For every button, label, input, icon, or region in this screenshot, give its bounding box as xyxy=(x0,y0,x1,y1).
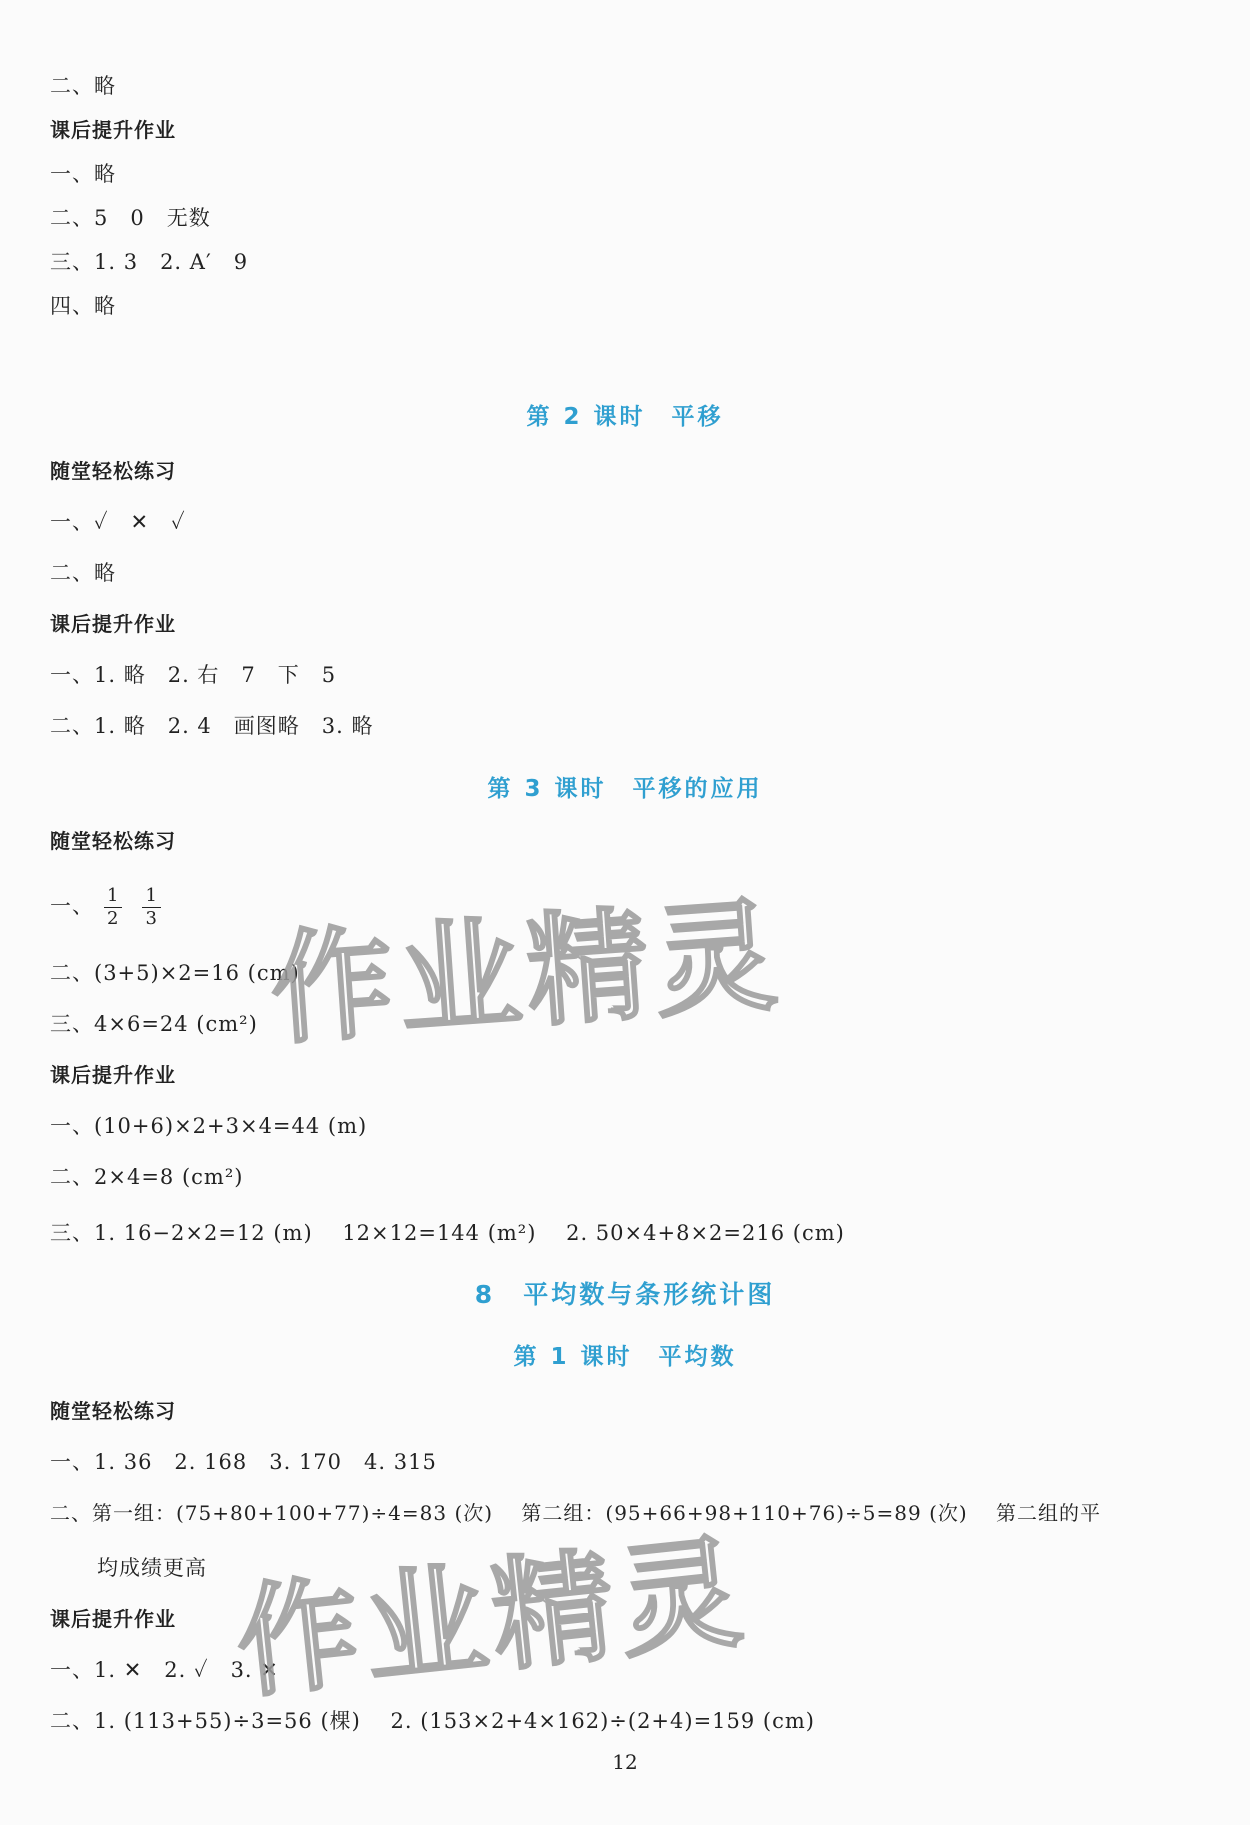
answer-line: 二、(3+5)×2=16 (cm) xyxy=(50,961,300,985)
answer-line: 一、1. 36 2. 168 3. 170 4. 315 xyxy=(50,1450,437,1474)
answer-line: 二、1. 略 2. 4 画图略 3. 略 xyxy=(50,714,374,738)
answer-line: 二、第一组：(75+80+100+77)÷4=83 (次) 第二组：(95+66+98+110+76)÷5=89 (次) 第二组的平 xyxy=(50,1501,1102,1525)
answer-line: 三、1. 3 2. A′ 9 xyxy=(50,250,249,274)
section-label: 随堂轻松练习 xyxy=(50,1399,176,1423)
fraction-denominator: 3 xyxy=(145,908,158,929)
answer-line: 二、略 xyxy=(50,561,116,585)
section-label: 课后提升作业 xyxy=(50,1063,176,1087)
answer-line: 二、1. (113+55)÷3=56 (棵) 2. (153×2+4×162)÷(2+4)=159 (cm) xyxy=(50,1709,815,1733)
answer-line: 二、5 0 无数 xyxy=(50,206,211,230)
lesson-heading: 第 1 课时 平均数 xyxy=(513,1344,737,1370)
section-label: 课后提升作业 xyxy=(50,118,176,142)
answer-line: 一、1. ✕ 2. ✓ 3. ✕ xyxy=(50,1658,279,1682)
lesson-heading: 第 2 课时 平移 xyxy=(526,404,724,430)
answer-line: 一、(10+6)×2+3×4=44 (m) xyxy=(50,1114,368,1138)
fraction-half xyxy=(104,885,122,930)
fraction-numerator: 1 xyxy=(142,885,160,908)
answer-line: 三、1. 16−2×2=12 (m) 12×12=144 (m²) 2. 50×4+8×2=216 (cm) xyxy=(50,1221,845,1245)
answer-prefix: 一、 xyxy=(50,894,94,918)
answer-line: 三、4×6=24 (cm²) xyxy=(50,1012,258,1036)
watermark-stamp: 作业精灵 xyxy=(230,1520,755,1716)
page-number: 12 xyxy=(612,1750,638,1774)
fraction-third xyxy=(142,885,160,930)
section-label: 课后提升作业 xyxy=(50,612,176,636)
fraction-numerator: 1 xyxy=(104,885,122,908)
answer-line: 二、略 xyxy=(50,74,116,98)
answer-line: 四、略 xyxy=(50,294,116,318)
answer-line: 一、✓ ✕ ✓ xyxy=(50,510,186,534)
answer-line: 二、2×4=8 (cm²) xyxy=(50,1165,244,1189)
unit-heading: 8 平均数与条形统计图 xyxy=(474,1280,776,1309)
fraction-answer-line xyxy=(50,882,171,930)
section-label: 课后提升作业 xyxy=(50,1607,176,1631)
lesson-heading: 第 3 课时 平移的应用 xyxy=(487,776,763,802)
answer-line: 一、1. 略 2. 右 7 下 5 xyxy=(50,663,337,687)
section-label: 随堂轻松练习 xyxy=(50,829,176,853)
fraction-denominator: 2 xyxy=(107,908,120,929)
watermark-stamp: 作业精灵 xyxy=(266,884,788,1062)
answer-line-continued: 均成绩更高 xyxy=(97,1556,207,1580)
section-label: 随堂轻松练习 xyxy=(50,459,176,483)
answer-line: 一、略 xyxy=(50,162,116,186)
